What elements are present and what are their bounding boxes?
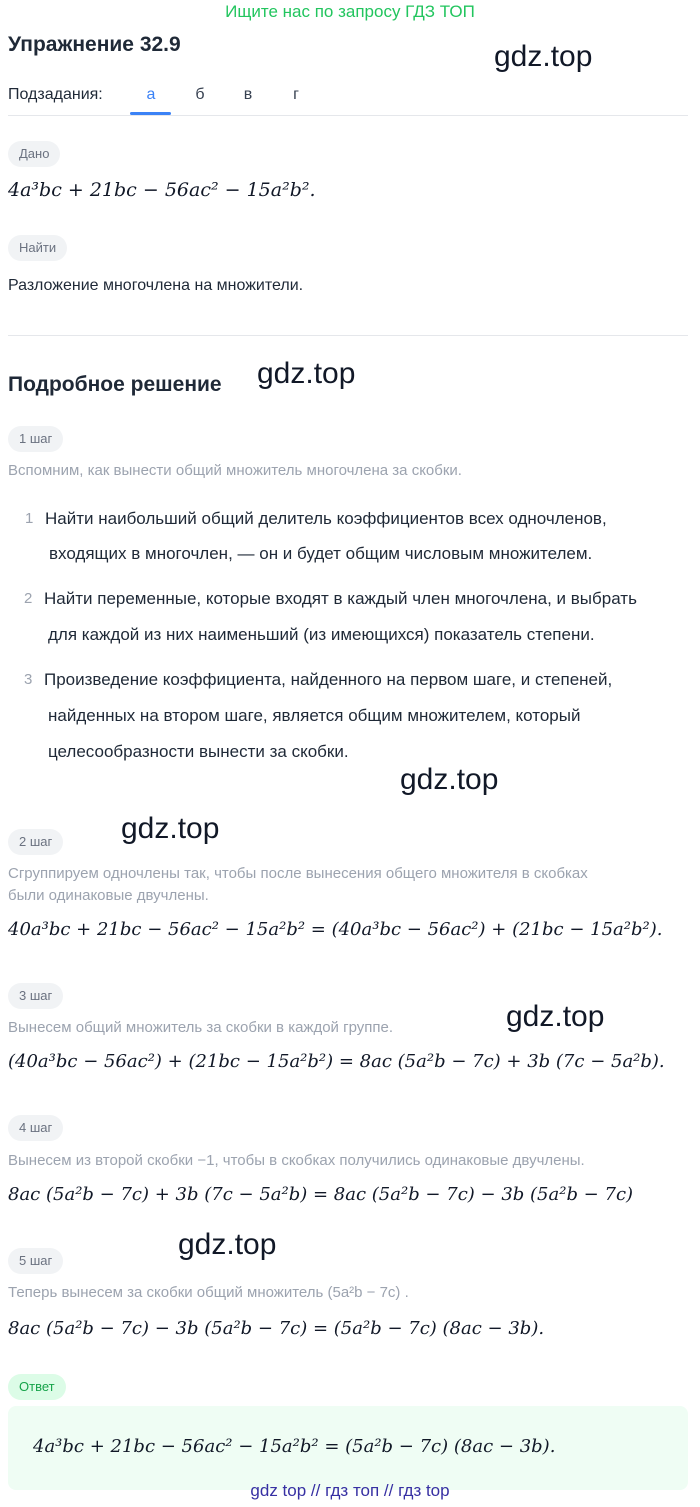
step-4-hint: Вынесем из второй скобки −1, чтобы в скобках получились одинаковые двучлены. <box>8 1152 585 1169</box>
watermark: gdz.top <box>506 1000 605 1033</box>
step-2-hint-line-1: Сгруппируем одночлены так, чтобы после вынесения общего множителя в скобках <box>8 865 588 882</box>
list-item-2-line-2: для каждой из них наименьший (из имеющихся) показатель степени. <box>48 625 595 644</box>
step-2-badge-wrap <box>8 829 63 855</box>
step-2-hint-line-2: были одинаковые двучлены. <box>8 887 209 904</box>
step-4-badge: 4 шаг <box>8 1115 63 1141</box>
step-3-badge: 3 шаг <box>8 983 63 1009</box>
given-badge-wrap <box>8 141 60 167</box>
list-number: 1 <box>25 510 34 527</box>
divider <box>8 115 688 116</box>
list-item-3-line-3: целесообразности вынести за скобки. <box>48 742 349 761</box>
step-2-badge: 2 шаг <box>8 829 63 855</box>
tab-a[interactable]: а <box>146 86 156 103</box>
page-title: Упражнение 32.9 <box>8 33 181 56</box>
answer-badge: Ответ <box>8 1374 66 1400</box>
step-3-badge-wrap <box>8 983 63 1009</box>
watermark: gdz.top <box>178 1228 277 1261</box>
tab-b[interactable]: б <box>195 86 205 103</box>
tab-v[interactable]: в <box>243 86 253 103</box>
step-4-expression: 8ac (5a²b − 7c) + 3b (7c − 5a²b) = 8ac (5a²b − 7c) − 3b (5a²b − 7c) <box>8 1184 634 1205</box>
step-5-badge: 5 шаг <box>8 1248 63 1274</box>
step-4-badge-wrap <box>8 1115 63 1141</box>
find-text: Разложение многочлена на множители. <box>8 277 304 294</box>
step-1-badge-wrap <box>8 426 63 452</box>
list-number: 2 <box>24 590 33 607</box>
watermark: gdz.top <box>494 40 593 73</box>
step-2-expression: 40a³bc + 21bc − 56ac² − 15a²b² = (40a³bc − 56ac²) + (21bc − 15a²b²). <box>8 919 663 940</box>
step-5-hint: Теперь вынесем за скобки общий множитель (5a²b − 7c) . <box>8 1284 409 1301</box>
tab-g[interactable]: г <box>293 86 299 103</box>
list-item-3-line-1: Произведение коэффициента, найденного на первом шаге, и степеней, <box>44 670 613 689</box>
answer-expression: 4a³bc + 21bc − 56ac² − 15a²b² = (5a²b − 7c) (8ac − 3b). <box>33 1436 556 1457</box>
find-badge: Найти <box>8 235 67 261</box>
step-1-badge: 1 шаг <box>8 426 63 452</box>
watermark: gdz.top <box>121 812 220 845</box>
step-3-expression: (40a³bc − 56ac²) + (21bc − 15a²b²) = 8ac (5a²b − 7c) + 3b (7c − 5a²b). <box>8 1051 665 1072</box>
list-item-3-line-2: найденных на втором шаге, является общим множителем, который <box>48 706 581 725</box>
answer-badge-wrap <box>8 1374 66 1400</box>
find-badge-wrap <box>8 235 67 261</box>
given-expression: 4a³bc + 21bc − 56ac² − 15a²b². <box>8 179 316 201</box>
subtasks-label: Подзадания: <box>8 86 103 103</box>
step-5-expression: 8ac (5a²b − 7c) − 3b (5a²b − 7c) = (5a²b − 7c) (8ac − 3b). <box>8 1318 545 1339</box>
step-1-hint: Вспомним, как вынести общий множитель многочлена за скобки. <box>8 462 462 479</box>
step-5-badge-wrap <box>8 1248 63 1274</box>
watermark: gdz.top <box>400 763 499 796</box>
list-item-1-line-2: входящих в многочлен, — он и будет общим числовым множителем. <box>49 544 593 563</box>
list-number: 3 <box>24 671 33 688</box>
given-badge: Дано <box>8 141 60 167</box>
top-banner: Ищите нас по запросу ГДЗ ТОП <box>225 2 475 21</box>
footer-links[interactable]: gdz top // гдз топ // гдз top <box>250 1481 450 1500</box>
list-item-1-line-1: Найти наибольший общий делитель коэффициентов всех одночленов, <box>45 509 607 528</box>
list-item-2-line-1: Найти переменные, которые входят в каждый член многочлена, и выбрать <box>44 589 637 608</box>
watermark: gdz.top <box>257 357 356 390</box>
divider <box>8 335 688 336</box>
solution-heading: Подробное решение <box>8 373 222 396</box>
step-3-hint: Вынесем общий множитель за скобки в каждой группе. <box>8 1019 394 1036</box>
